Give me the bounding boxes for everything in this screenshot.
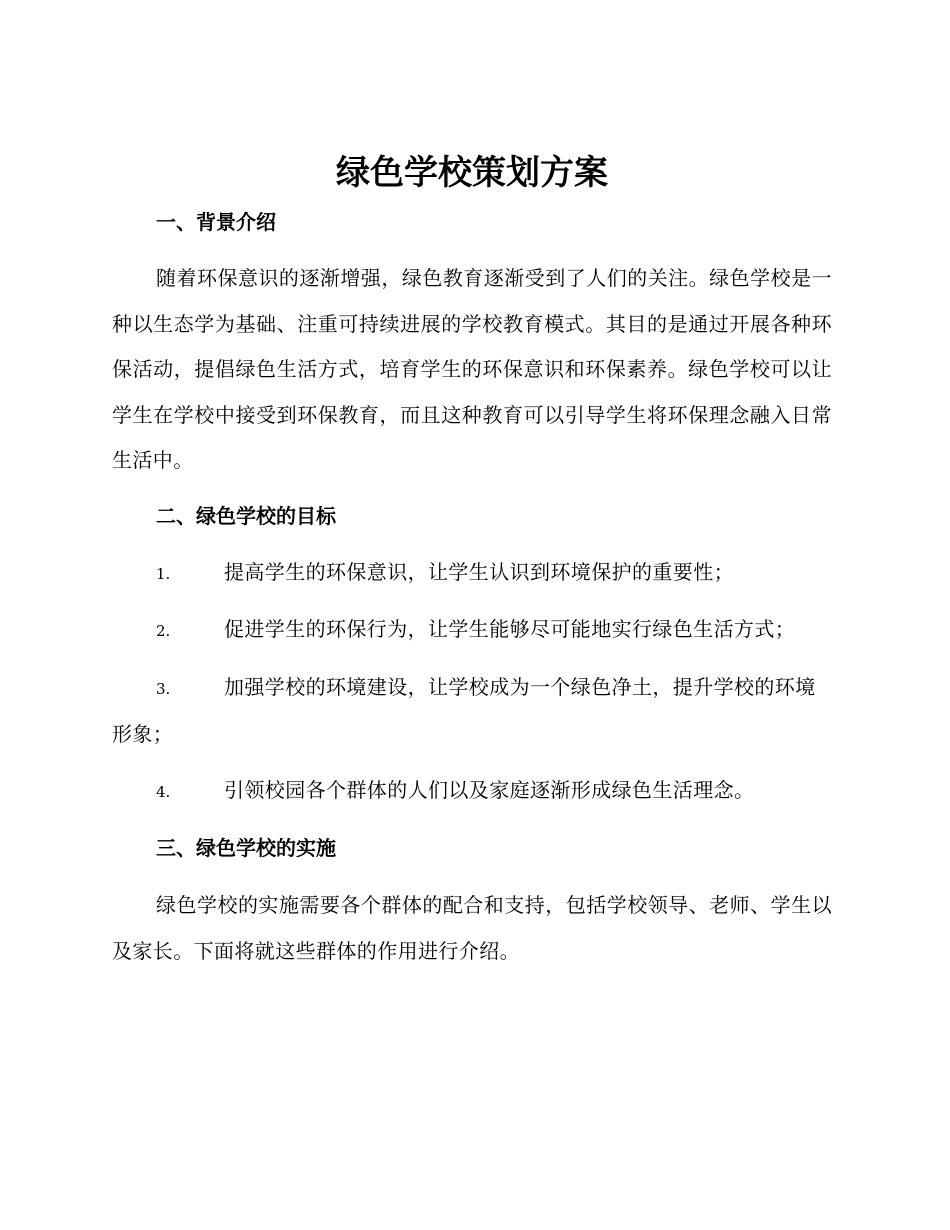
list-text: 促进学生的环保行为，让学生能够尽可能地实行绿色生活方式； <box>224 617 796 641</box>
section-heading-background: 一、背景介绍 <box>156 210 276 234</box>
section-heading-implementation: 三、绿色学校的实施 <box>156 836 336 860</box>
list-item-goal-2 <box>112 607 832 654</box>
section-paragraph-implementation: 绿色学校的实施需要各个群体的配合和支持，包括学校领导、老师、学生以及家长。下面将就这些群体的作用进行介绍。 <box>112 893 832 963</box>
list-item-goal-1 <box>112 550 832 597</box>
list-item-goal-3 <box>112 665 832 757</box>
list-text: 提高学生的环保意识，让学生认识到环境保护的重要性； <box>224 560 734 584</box>
list-text: 引领校园各个群体的人们以及家庭逐渐形成绿色生活理念。 <box>224 778 755 802</box>
list-number: 1. <box>156 565 171 583</box>
section-heading-goals: 二、绿色学校的目标 <box>156 504 336 528</box>
list-number: 2. <box>156 622 171 640</box>
document-title: 绿色学校策划方案 <box>336 153 608 193</box>
list-text: 加强学校的环境建设，让学校成为一个绿色净土，提升学校的环境形象； <box>112 675 816 746</box>
section-paragraph-background: 随着环保意识的逐渐增强，绿色教育逐渐受到了人们的关注。绿色学校是一种以生态学为基础、注重可持续进展的学校教育模式。其目的是通过开展各种环保活动，提倡绿色生活方式，培育学生的环保意识和环保素养。绿色学校可以让学生在学校中接受到环保教育，而且这种教育可以引导学生将环保理念融入日常生活中。 <box>112 266 832 473</box>
list-number: 4. <box>156 783 171 801</box>
list-item-goal-4 <box>112 768 832 815</box>
list-number: 3. <box>156 680 171 698</box>
